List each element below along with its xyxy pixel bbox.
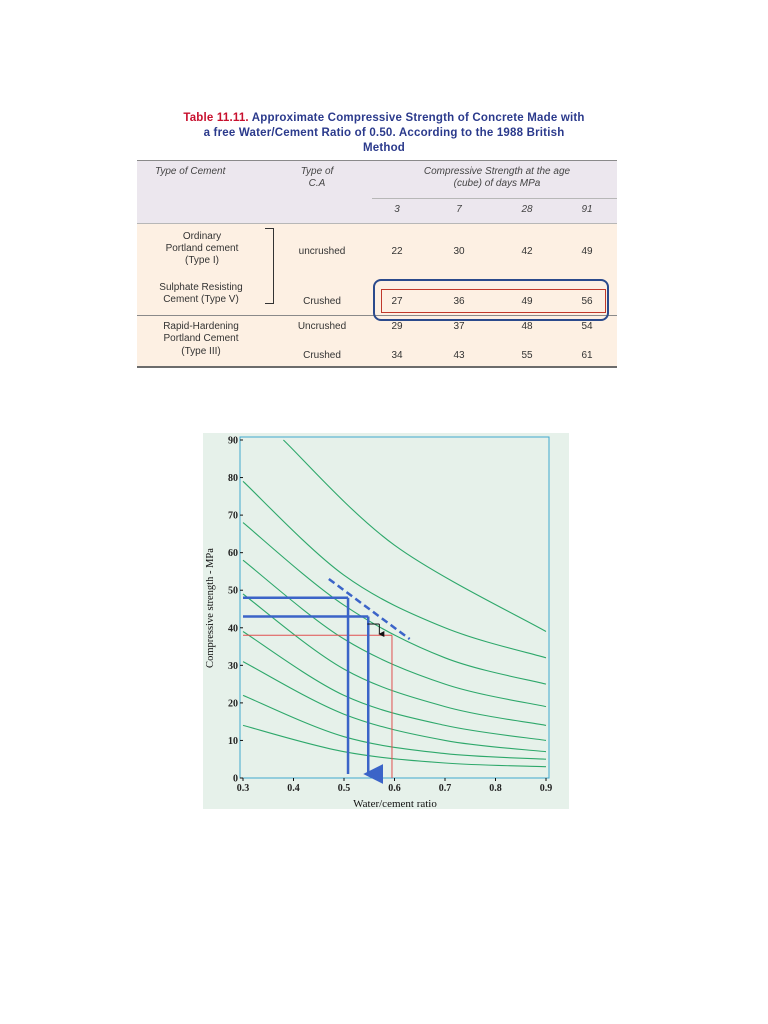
row-3-ca: Uncrushed (297, 321, 347, 332)
header-type-of-ca-1: Type of (300, 166, 334, 177)
header-strength-2: (cube) of days MPa (453, 178, 541, 189)
header-strength-1: Compressive Strength at the age (423, 166, 571, 177)
y-tick-label-3: 30 (228, 660, 238, 672)
row-4-val-3: 34 (391, 350, 403, 361)
row-2-val-7: 36 (453, 296, 465, 307)
y-tick-label-4: 40 (228, 623, 238, 635)
label-sulphate-2: Cement (Type V) (163, 294, 239, 305)
strength-table (137, 160, 617, 368)
row-2-val-91: 56 (581, 296, 593, 307)
table-bottom-rule (137, 366, 617, 368)
x-tick-label-1: 0.4 (287, 783, 300, 794)
strength-ratio-chart (203, 433, 569, 809)
row-1-val-3: 22 (391, 246, 403, 257)
header-type-of-ca-2: C.A (308, 178, 326, 189)
y-tick-label-6: 60 (228, 548, 238, 560)
y-tick-label-2: 20 (228, 698, 238, 710)
y-tick-label-7: 70 (228, 510, 238, 522)
label-ordinary-2: Portland cement (165, 243, 239, 254)
row-1-val-7: 30 (453, 246, 465, 257)
header-age-91: 91 (581, 204, 593, 215)
row-3-val-28: 48 (521, 321, 533, 332)
y-tick-label-9: 90 (228, 435, 238, 447)
header-type-of-cement: Type of Cement (155, 166, 226, 177)
row-1-val-28: 42 (521, 246, 533, 257)
x-tick-label-2: 0.5 (337, 783, 351, 794)
x-axis-label: Water/cement ratio (353, 798, 437, 809)
header-bottom-rule (137, 223, 617, 224)
row-3-val-7: 37 (453, 321, 465, 332)
table-number: Table 11.11. (183, 112, 249, 124)
header-age-7: 7 (456, 204, 462, 215)
row-2-ca: Crushed (303, 296, 341, 307)
y-tick-label-8: 80 (228, 473, 238, 485)
label-rapid-1: Rapid-Hardening (163, 321, 239, 332)
age-header-rule (372, 198, 617, 199)
y-tick-label-5: 50 (228, 585, 238, 597)
caption-line-3: Method (362, 142, 406, 154)
row-2-val-28: 49 (521, 296, 533, 307)
highlight-blue-box (373, 279, 609, 321)
x-tick-label-3: 0.6 (388, 783, 401, 794)
row-4-val-7: 43 (453, 350, 465, 361)
row-3-val-3: 29 (391, 321, 403, 332)
x-tick-label-6: 0.9 (539, 783, 553, 794)
row-1-ca: uncrushed (298, 246, 346, 257)
label-rapid-2: Portland Cement (163, 333, 239, 344)
x-tick-label-4: 0.7 (438, 783, 452, 794)
label-sulphate-1: Sulphate Resisting (159, 282, 243, 293)
header-age-3: 3 (394, 204, 400, 215)
y-tick-label-1: 10 (228, 735, 238, 747)
row-4-ca: Crushed (303, 350, 341, 361)
row-3-val-91: 54 (581, 321, 593, 332)
label-rapid-3: (Type III) (181, 346, 221, 357)
caption-line-2: a free Water/Cement Ratio of 0.50. According to the 1988 British (203, 127, 565, 139)
type-bracket (265, 228, 274, 304)
x-tick-label-0: 0.3 (236, 783, 250, 794)
caption-line-1: Approximate Compressive Strength of Concrete Made with (251, 112, 585, 124)
x-tick-label-5: 0.8 (489, 783, 502, 794)
row-2-val-3: 27 (391, 296, 403, 307)
y-tick-label-0: 0 (233, 773, 238, 785)
table-top-rule (137, 160, 617, 161)
row-4-val-28: 55 (521, 350, 533, 361)
row-1-val-91: 49 (581, 246, 593, 257)
label-ordinary-1: Ordinary (182, 231, 222, 242)
y-axis-label: Compressive strength - MPa (205, 548, 216, 668)
label-ordinary-3: (Type I) (185, 255, 219, 266)
row-4-val-91: 61 (581, 350, 593, 361)
header-age-28: 28 (521, 204, 533, 215)
table-caption (134, 111, 634, 156)
